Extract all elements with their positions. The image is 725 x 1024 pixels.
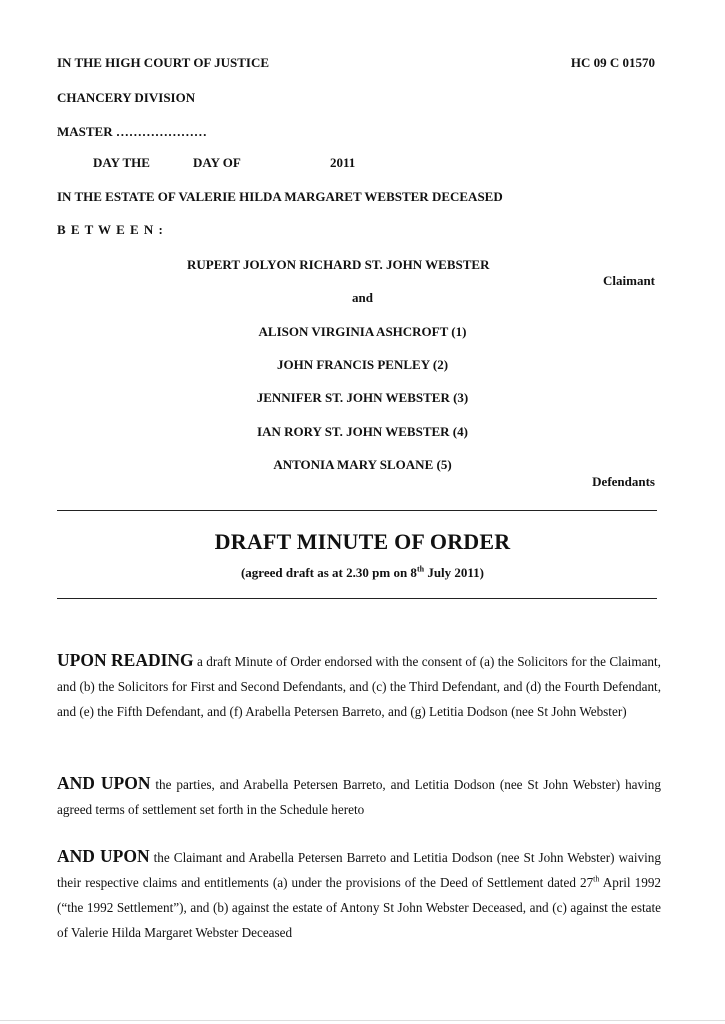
defendant-4: IAN RORY ST. JOHN WEBSTER (4) <box>257 424 468 439</box>
claimant-name: RUPERT JOLYON RICHARD ST. JOHN WEBSTER <box>187 257 490 272</box>
defendant-2: JOHN FRANCIS PENLEY (2) <box>276 357 449 372</box>
bottom-rule <box>57 598 657 599</box>
claimant-role: Claimant <box>603 273 655 288</box>
between-label: B E T W E E N : <box>57 222 164 237</box>
year: 2011 <box>330 155 356 170</box>
and-separator: and <box>352 290 373 305</box>
top-rule <box>57 510 657 511</box>
defendant-1: ALISON VIRGINIA ASHCROFT (1) <box>258 324 467 339</box>
recital-and-upon-agreed: AND UPON the parties, and Arabella Petersen Barreto, and Letitia Dodson (nee St John Webster) having agreed terms of settlement set forth in the Schedule hereto <box>57 773 661 817</box>
recital-lead: AND UPON <box>57 773 151 793</box>
page-edge <box>0 1020 725 1021</box>
court-name: IN THE HIGH COURT OF JUSTICE <box>57 55 270 70</box>
recital-lead: AND UPON <box>57 846 150 866</box>
master-line: MASTER ………………… <box>57 124 207 139</box>
division: CHANCERY DIVISION <box>57 90 196 105</box>
document-title: DRAFT MINUTE OF ORDER <box>214 529 511 554</box>
estate-line: IN THE ESTATE OF VALERIE HILDA MARGARET WEBSTER DECEASED <box>57 189 503 204</box>
claim-number: HC 09 C 01570 <box>570 55 655 70</box>
defendant-5: ANTONIA MARY SLOANE (5) <box>273 457 452 472</box>
recital-upon-reading: UPON READING a draft Minute of Order endorsed with the consent of (a) the Solicitors for the Claimant, and (b) the Solicitors for First and Second Defendants, and (c) the Third Defendant, and (d) the Fourth Defendant, and (e) the Fifth Defendant, and (f) Arabella Petersen Barreto, and (g) Letitia Dodson (nee St John Webster) <box>57 650 661 719</box>
defendants-role: Defendants <box>592 474 655 489</box>
recital-lead: UPON READING <box>57 650 194 670</box>
defendant-3: JENNIFER ST. JOHN WEBSTER (3) <box>256 390 469 405</box>
recital-and-upon-waiving: AND UPON the Claimant and Arabella Petersen Barreto and Letitia Dodson (nee St John Webster) waiving their respective claims and entitlements (a) under the provisions of the Deed of Settlement dated 27th April 1992 (“the 1992 Settlement”), and (b) against the estate of Antony St John Webster Deceased, and (c) against the estate of Valerie Hilda Margaret Webster Deceased <box>57 846 662 940</box>
day-of-label: DAY OF <box>193 155 241 170</box>
day-the-label: DAY THE <box>93 155 150 170</box>
document-subtitle: (agreed draft as at 2.30 pm on 8th July 2011) <box>240 564 485 580</box>
